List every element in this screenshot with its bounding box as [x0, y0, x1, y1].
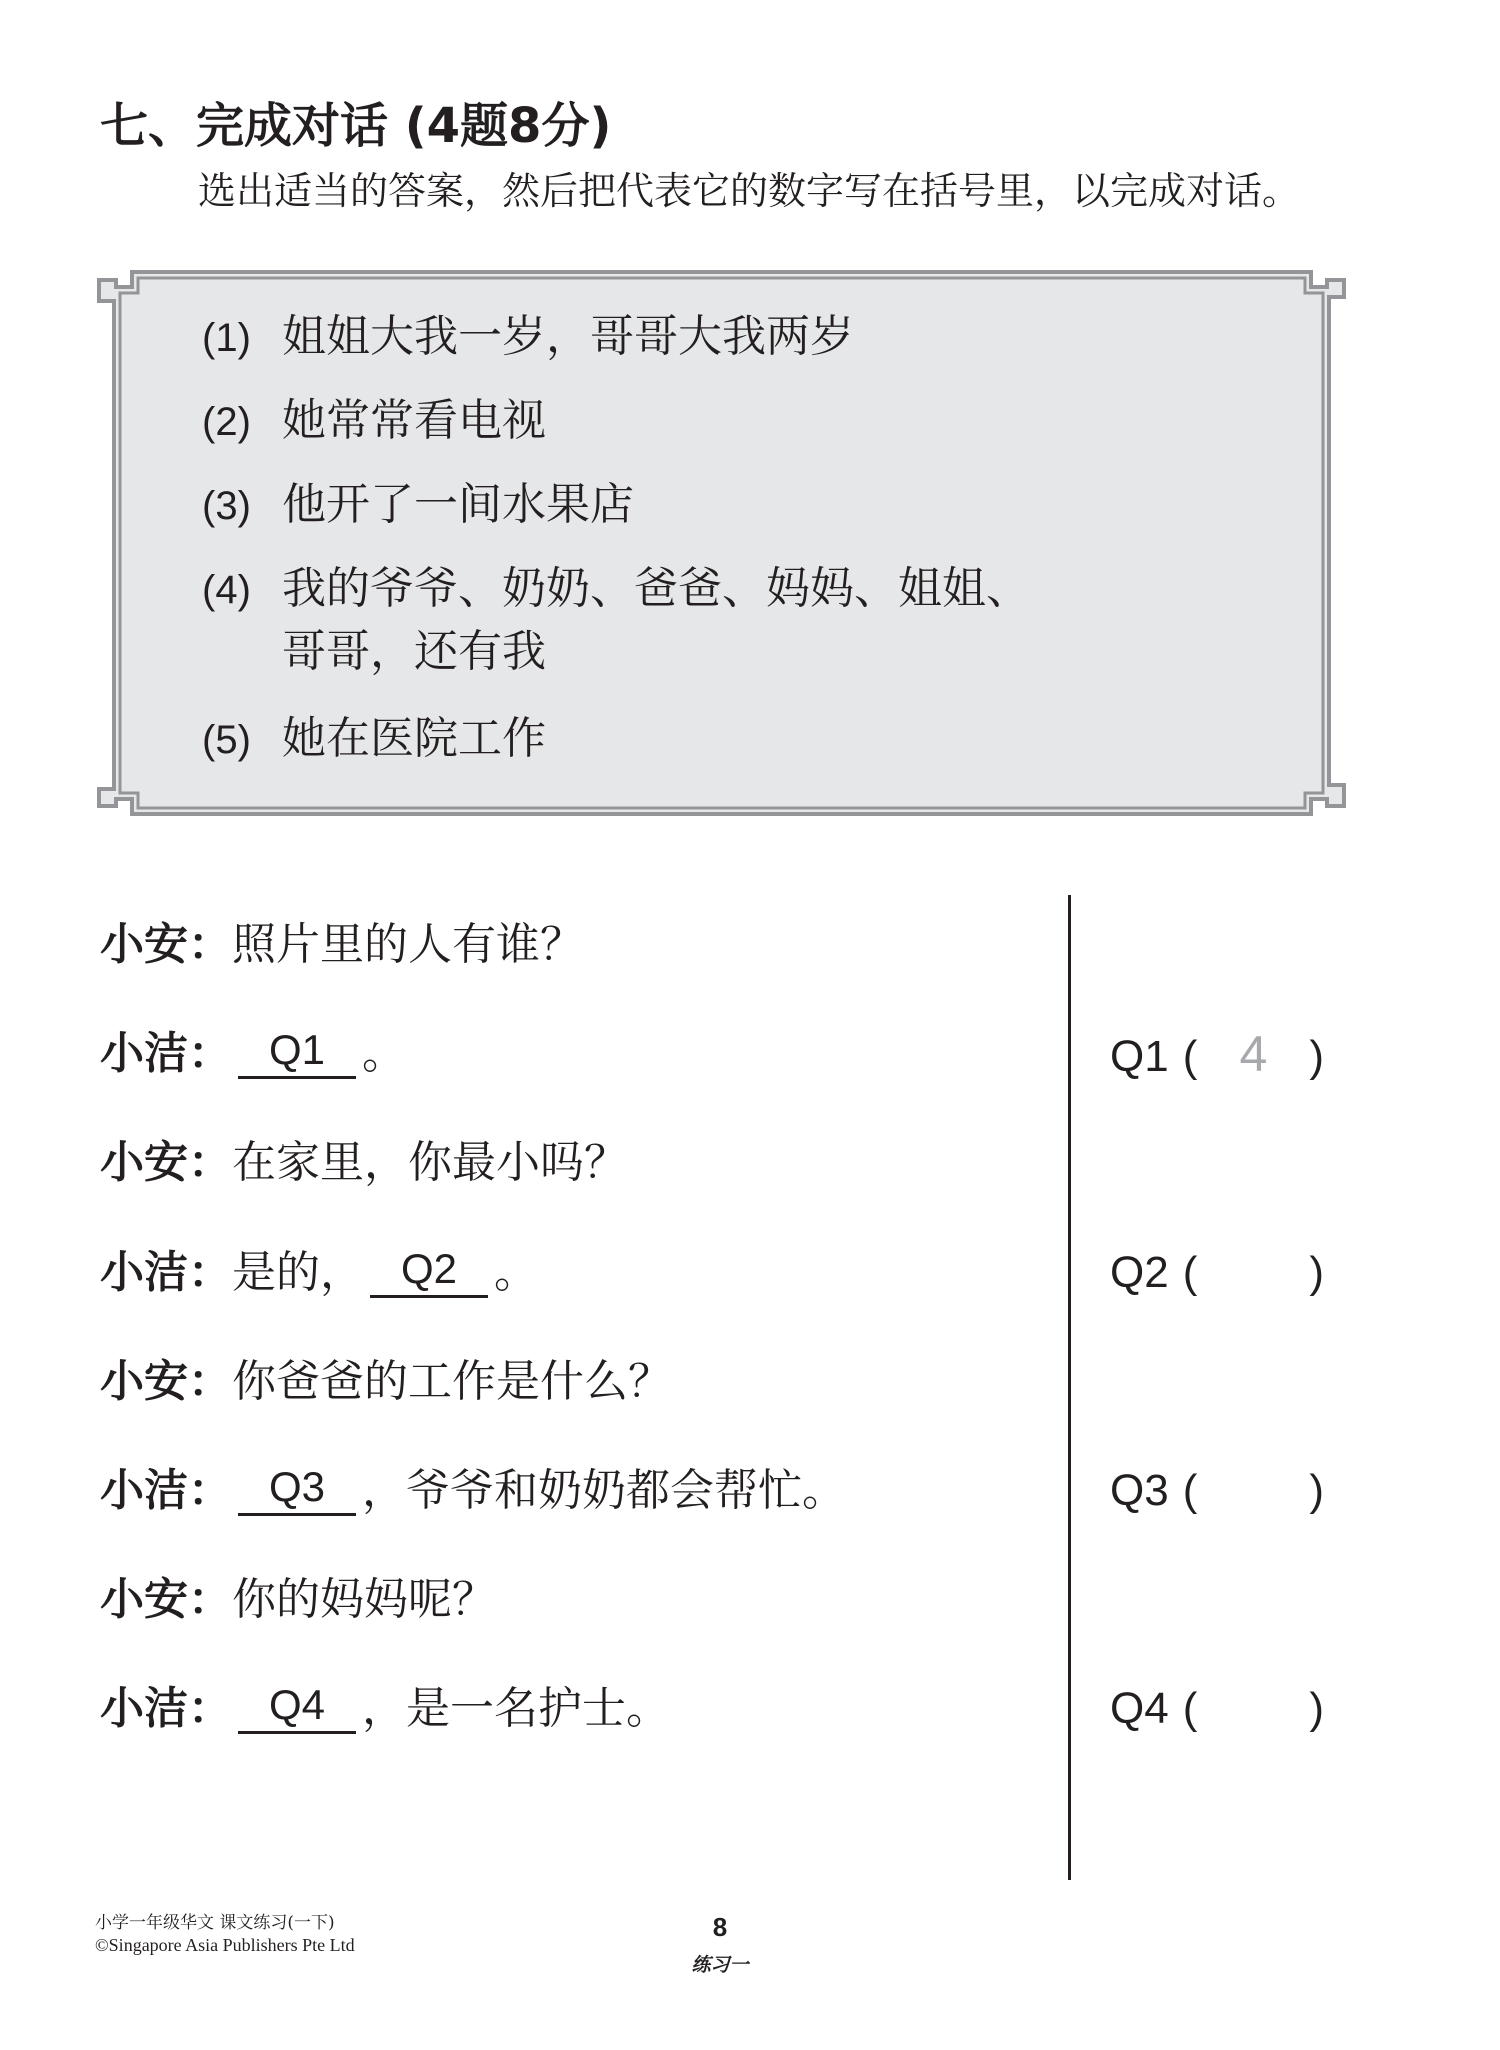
- page-section-label: 练习一: [691, 1954, 749, 1976]
- options-box: [95, 268, 1348, 818]
- option-1: (1) 姐姐大我一岁，哥哥大我两岁: [202, 311, 854, 362]
- dialogue-line-7: 小安：你的妈妈呢？: [100, 1574, 496, 1625]
- dialogue-line-4: 小洁：是的， Q2 。: [100, 1245, 538, 1298]
- dialogue-line-3: 小安：在家里，你最小吗？: [100, 1137, 628, 1188]
- answer-q2: Q2 ( ): [1110, 1248, 1325, 1297]
- instruction: 选出适当的答案，然后把代表它的数字写在括号里，以完成对话。: [198, 169, 1301, 213]
- option-3: (3) 他开了一间水果店: [202, 479, 634, 530]
- option-4: (4) 我的爷爷、奶奶、爸爸、妈妈、姐姐、 哥哥，还有我: [202, 563, 1030, 677]
- answer-q1-value[interactable]: 4: [1239, 1026, 1268, 1082]
- blank-q2[interactable]: Q2: [370, 1243, 488, 1298]
- section-title: 七、完成对话 (4题8分): [100, 98, 612, 154]
- dialogue-line-5: 小安：你爸爸的工作是什么？: [100, 1356, 672, 1407]
- blank-q3[interactable]: Q3: [238, 1461, 356, 1516]
- option-5: (5) 她在医院工作: [202, 713, 546, 764]
- answer-q3: Q3 ( ): [1110, 1466, 1325, 1515]
- footer-copyright: ©Singapore Asia Publishers Pte Ltd: [95, 1935, 355, 1955]
- dialogue-line-8: 小洁： Q4 ，是一名护士。: [100, 1681, 670, 1734]
- option-2: (2) 她常常看电视: [202, 395, 546, 446]
- answer-q4: Q4 ( ): [1110, 1684, 1325, 1733]
- footer-book-title: 小学一年级华文 课文练习(一下): [95, 1913, 335, 1933]
- blank-q4[interactable]: Q4: [238, 1679, 356, 1734]
- answer-q1: Q1 ( 4 ): [1110, 1021, 1324, 1087]
- blank-q1[interactable]: Q1: [238, 1024, 356, 1079]
- column-divider: [1068, 895, 1071, 1880]
- dialogue-line-6: 小洁： Q3 ，爷爷和奶奶都会帮忙。: [100, 1463, 846, 1516]
- footer-book-info: [95, 1912, 355, 1956]
- page-number: 8: [712, 1912, 728, 1942]
- dialogue-line-2: 小洁： Q1 。: [100, 1026, 406, 1079]
- dialogue-line-1: 小安：照片里的人有谁？: [100, 919, 584, 970]
